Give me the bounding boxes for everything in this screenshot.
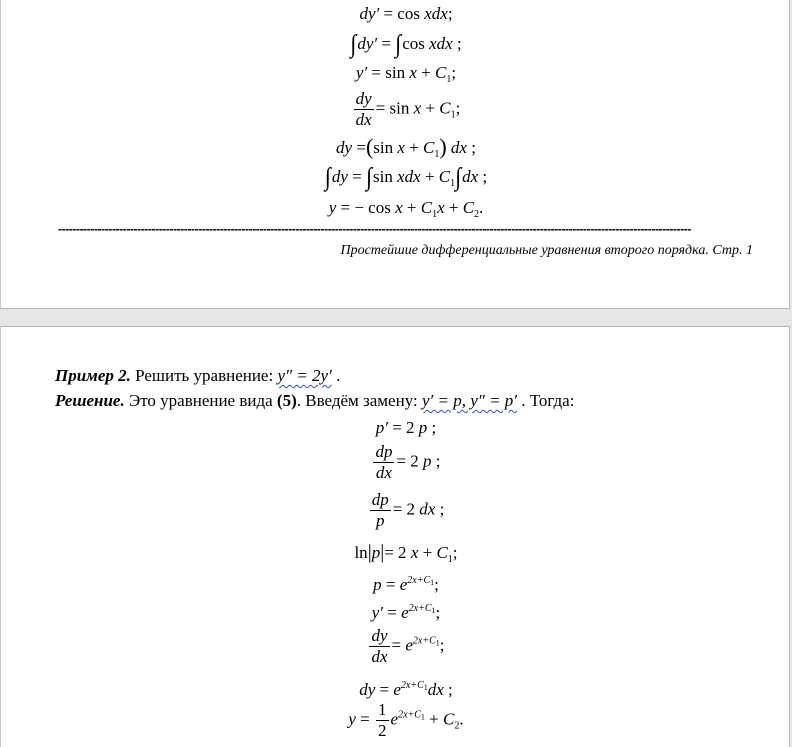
equation-line: [1, 490, 792, 531]
equation-line: [1, 418, 792, 438]
equation-term: cos: [402, 34, 425, 53]
integral-sign-icon: ∫: [365, 162, 372, 191]
equation-term: xdx: [397, 167, 421, 186]
equation-term: =: [391, 635, 402, 655]
equation-term: =: [381, 34, 391, 53]
solution-text: . Введём замену:: [296, 391, 422, 410]
equation-term: +: [448, 198, 459, 217]
fraction: [369, 626, 389, 667]
equation-term: ;: [482, 167, 488, 186]
fraction-denominator: 2: [378, 721, 387, 740]
subscript: 2: [474, 209, 480, 220]
equation-term: p: [371, 543, 381, 562]
equation-term: ;: [455, 98, 461, 118]
equation-term: ;: [456, 34, 462, 53]
superscript: 2x+C: [412, 635, 436, 647]
equation-term: ln: [354, 543, 368, 562]
equation-term: ;: [447, 4, 453, 23]
subscript: 1: [420, 712, 425, 722]
equation-term: +: [424, 167, 435, 186]
solution-text: . Тогда:: [517, 391, 575, 410]
example-equation: y″ = 2y′: [277, 366, 332, 385]
equation-term: ;: [439, 499, 445, 519]
equation-line: [1, 63, 792, 90]
equation-term: ;: [452, 543, 458, 562]
equation-term: x: [413, 98, 422, 118]
equation-line: [1, 700, 792, 741]
equation-term: = sin: [375, 98, 410, 118]
equation-term: .: [459, 709, 464, 729]
equation-term: =: [360, 709, 370, 729]
fraction-numerator: dp: [371, 490, 389, 509]
example-heading: [55, 365, 340, 387]
subscript: 1: [432, 209, 438, 220]
equation-term: p: [418, 418, 428, 437]
equation-term: e: [405, 635, 413, 655]
equation-term: +: [425, 98, 436, 118]
subscript: 1: [450, 178, 456, 189]
equation-term: +: [421, 63, 431, 82]
integral-sign-icon: ∫: [455, 162, 462, 191]
fraction-denominator: dx: [371, 647, 388, 666]
equation-term: dx: [450, 138, 467, 157]
equation-term: p: [373, 575, 382, 594]
equation-term: dy′: [357, 34, 378, 53]
equation-term: ;: [439, 635, 445, 655]
subscript: 1: [450, 109, 456, 121]
equation-term: sin: [373, 167, 393, 186]
subscript: 1: [447, 554, 453, 565]
equation-term: dx: [427, 680, 444, 699]
equation-term: =: [385, 575, 396, 594]
equation-term: cos: [397, 4, 420, 23]
integral-sign-icon: ∫: [350, 29, 357, 58]
equation-term: e: [399, 575, 408, 594]
abs-bar: |: [367, 541, 372, 563]
equation-term: C: [420, 198, 433, 217]
equation-line: [1, 29, 792, 58]
equation-term: = 2: [384, 543, 407, 562]
document-page-2: [0, 326, 790, 747]
equation-term: dy: [359, 680, 376, 699]
equation-line: [1, 676, 792, 700]
equation-line: [1, 89, 792, 130]
equation-line: [1, 626, 792, 667]
equation-term: y′: [355, 63, 368, 82]
equation-term: =: [379, 680, 390, 699]
equation-term: = 2: [396, 451, 419, 471]
equation-term: +: [429, 709, 439, 729]
equation-term: e: [390, 709, 399, 729]
superscript: 2x+C: [407, 575, 431, 586]
equation-term: dy: [331, 167, 348, 186]
subscript: 1: [434, 149, 440, 160]
example-end: .: [331, 366, 341, 385]
fraction-denominator: p: [375, 511, 385, 530]
subscript: 1: [423, 683, 428, 692]
equation-term: dy: [336, 138, 353, 157]
equation-term: x: [410, 543, 419, 562]
equation-term: C: [435, 63, 447, 82]
equation-term: xdx: [429, 34, 453, 53]
equation-term: p′: [375, 418, 388, 437]
fraction: [373, 442, 394, 483]
fraction-numerator: 1: [378, 700, 387, 719]
equation-line: [1, 134, 792, 165]
equation-term: C: [436, 543, 448, 562]
superscript: 2x+C: [400, 680, 424, 691]
subscript: 1: [446, 74, 452, 85]
equation-term: =: [352, 167, 362, 186]
fraction: [376, 700, 389, 741]
equation-term: .: [479, 198, 484, 217]
equation-term: y: [348, 709, 356, 729]
equation-term: +: [422, 543, 433, 562]
equation-line: [1, 599, 792, 623]
integral-sign-icon: ∫: [395, 29, 402, 58]
equation-term: ;: [448, 680, 453, 699]
substitution-equation: y′ = p, y″ = p′: [421, 391, 518, 410]
fraction-numerator: dp: [375, 442, 393, 461]
fraction-denominator: dx: [355, 110, 372, 129]
equation-term: +: [409, 138, 419, 157]
equation-term: = 2: [392, 499, 416, 519]
subscript: 1: [430, 578, 435, 587]
equation-term: = 2: [392, 418, 415, 437]
equation-reference: (5): [276, 391, 297, 410]
equation-line: [1, 4, 792, 24]
equation-term: ;: [471, 138, 476, 157]
subscript: 2: [454, 720, 460, 732]
equation-term: = sin: [371, 63, 406, 82]
solution-label: Решение.: [55, 391, 125, 410]
equation-term: y: [328, 198, 337, 217]
subscript: 1: [431, 606, 436, 615]
equation-term: p: [423, 451, 432, 471]
equation-line: [1, 571, 792, 595]
fraction: [370, 490, 391, 531]
equation-term: dx: [419, 499, 436, 519]
paren-open: (: [365, 134, 374, 159]
equation-term: x: [395, 198, 403, 217]
equation-term: x: [437, 198, 445, 217]
equation-line: [1, 542, 792, 570]
equation-term: ;: [434, 575, 439, 594]
equation-line: [1, 442, 792, 483]
equation-term: e: [393, 680, 401, 699]
equation-term: C: [438, 167, 451, 186]
equation-term: ;: [435, 451, 441, 471]
equation-term: x: [397, 138, 405, 157]
equation-term: =: [356, 138, 366, 157]
equation-term: C: [439, 98, 451, 118]
paren-close: ): [439, 134, 447, 159]
solution-heading: [55, 390, 574, 412]
abs-bar: |: [380, 541, 385, 563]
fraction-numerator: dy: [355, 89, 372, 108]
example-text: Решить уравнение:: [130, 366, 278, 385]
equation-term: = − cos: [340, 198, 391, 217]
equation-term: dx: [462, 167, 479, 186]
equation-term: dy′: [359, 4, 380, 23]
equation-term: ;: [435, 603, 441, 622]
equation-term: ;: [451, 63, 457, 82]
equation-term: y′: [371, 603, 384, 622]
fraction-numerator: dy: [371, 626, 388, 645]
equation-term: ;: [431, 418, 437, 437]
subscript: 1: [435, 638, 440, 648]
fraction-denominator: dx: [375, 463, 392, 482]
document-page-1: [0, 0, 790, 309]
equation-term: =: [387, 603, 397, 622]
equation-term: xdx: [424, 4, 448, 23]
example-label: Пример 2.: [55, 366, 131, 385]
equation-term: C: [443, 709, 455, 729]
superscript: 2x+C: [408, 603, 432, 614]
separator-line: --------------------------------------------------------------------------------------------------------------------------------------------------------------------------------: [58, 222, 691, 236]
equation-line: [1, 162, 792, 194]
fraction: [354, 89, 374, 130]
equation-term: e: [401, 603, 409, 622]
equation-line: [1, 198, 792, 225]
page-footer: Простейшие дифференциальные уравнения второго порядка. Стр. 1: [340, 243, 753, 258]
equation-term: C: [462, 198, 475, 217]
equation-term: sin: [373, 138, 394, 157]
superscript: 2x+C: [398, 709, 421, 721]
equation-term: x: [409, 63, 417, 82]
integral-sign-icon: ∫: [324, 162, 331, 191]
equation-term: =: [383, 4, 394, 23]
solution-text: Это уравнение вида: [124, 391, 277, 410]
equation-term: +: [406, 198, 417, 217]
equation-term: C: [423, 138, 435, 157]
